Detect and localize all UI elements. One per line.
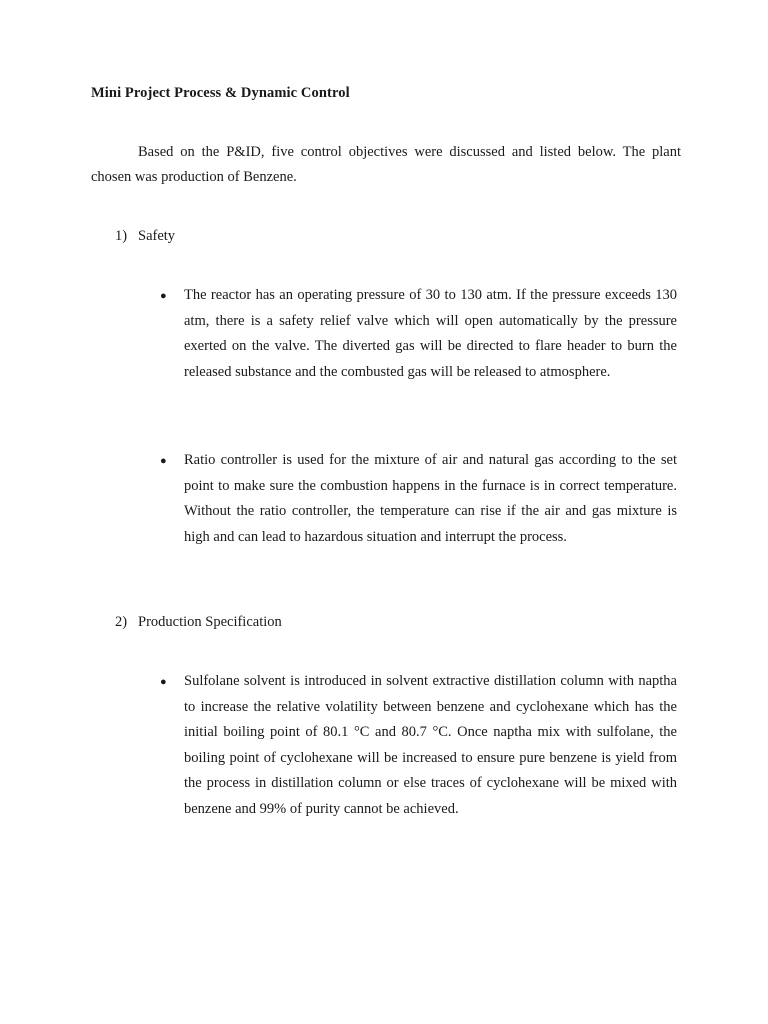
list-item — [160, 283, 677, 385]
section-heading-production-specification — [115, 614, 282, 631]
document-title: Mini Project Process & Dynamic Control — [91, 85, 350, 101]
section-heading-safety — [115, 228, 175, 245]
intro-paragraph: Based on the P&ID, five control objectives were discussed and listed below. The plant chosen was production of Benzene. — [91, 144, 681, 185]
bullet-icon: ● — [160, 676, 167, 688]
bullet-icon: ● — [160, 455, 167, 467]
bullet-icon: ● — [160, 290, 167, 302]
section-title: Production Specification — [138, 614, 282, 630]
section-number: 1) — [115, 228, 128, 244]
bullet-text: The reactor has an operating pressure of 30 to 130 atm. If the pressure exceeds 130 atm, there is a safety relief valve which will open automatically by the pressure exerted on the valve. The diverted gas will be directed to flare header to burn the released substance and the combusted gas will be released to atmosphere. — [184, 287, 677, 380]
list-item — [160, 448, 677, 550]
section-number: 2) — [115, 614, 128, 630]
bullet-text: Sulfolane solvent is introduced in solvent extractive distillation column with naptha to increase the relative volatility between benzene and cyclohexane which has the initial boiling point of 80.1 °C and 80.7 °C. Once naptha mix with sulfolane, the boiling point of cyclohexane will be increased to ensure pure benzene is yield from the process in distillation column or else traces of cyclohexane will be mixed with benzene and 99% of purity cannot be achieved. — [184, 673, 677, 817]
section-title: Safety — [138, 228, 176, 244]
list-item — [160, 669, 677, 822]
bullet-text: Ratio controller is used for the mixture of air and natural gas according to the set point to make sure the combustion happens in the furnace is in correct temperature. Without the ratio controller, the temperature can rise if the air and gas mixture is high and can lead to hazardous situation and interrupt the process. — [184, 452, 677, 545]
